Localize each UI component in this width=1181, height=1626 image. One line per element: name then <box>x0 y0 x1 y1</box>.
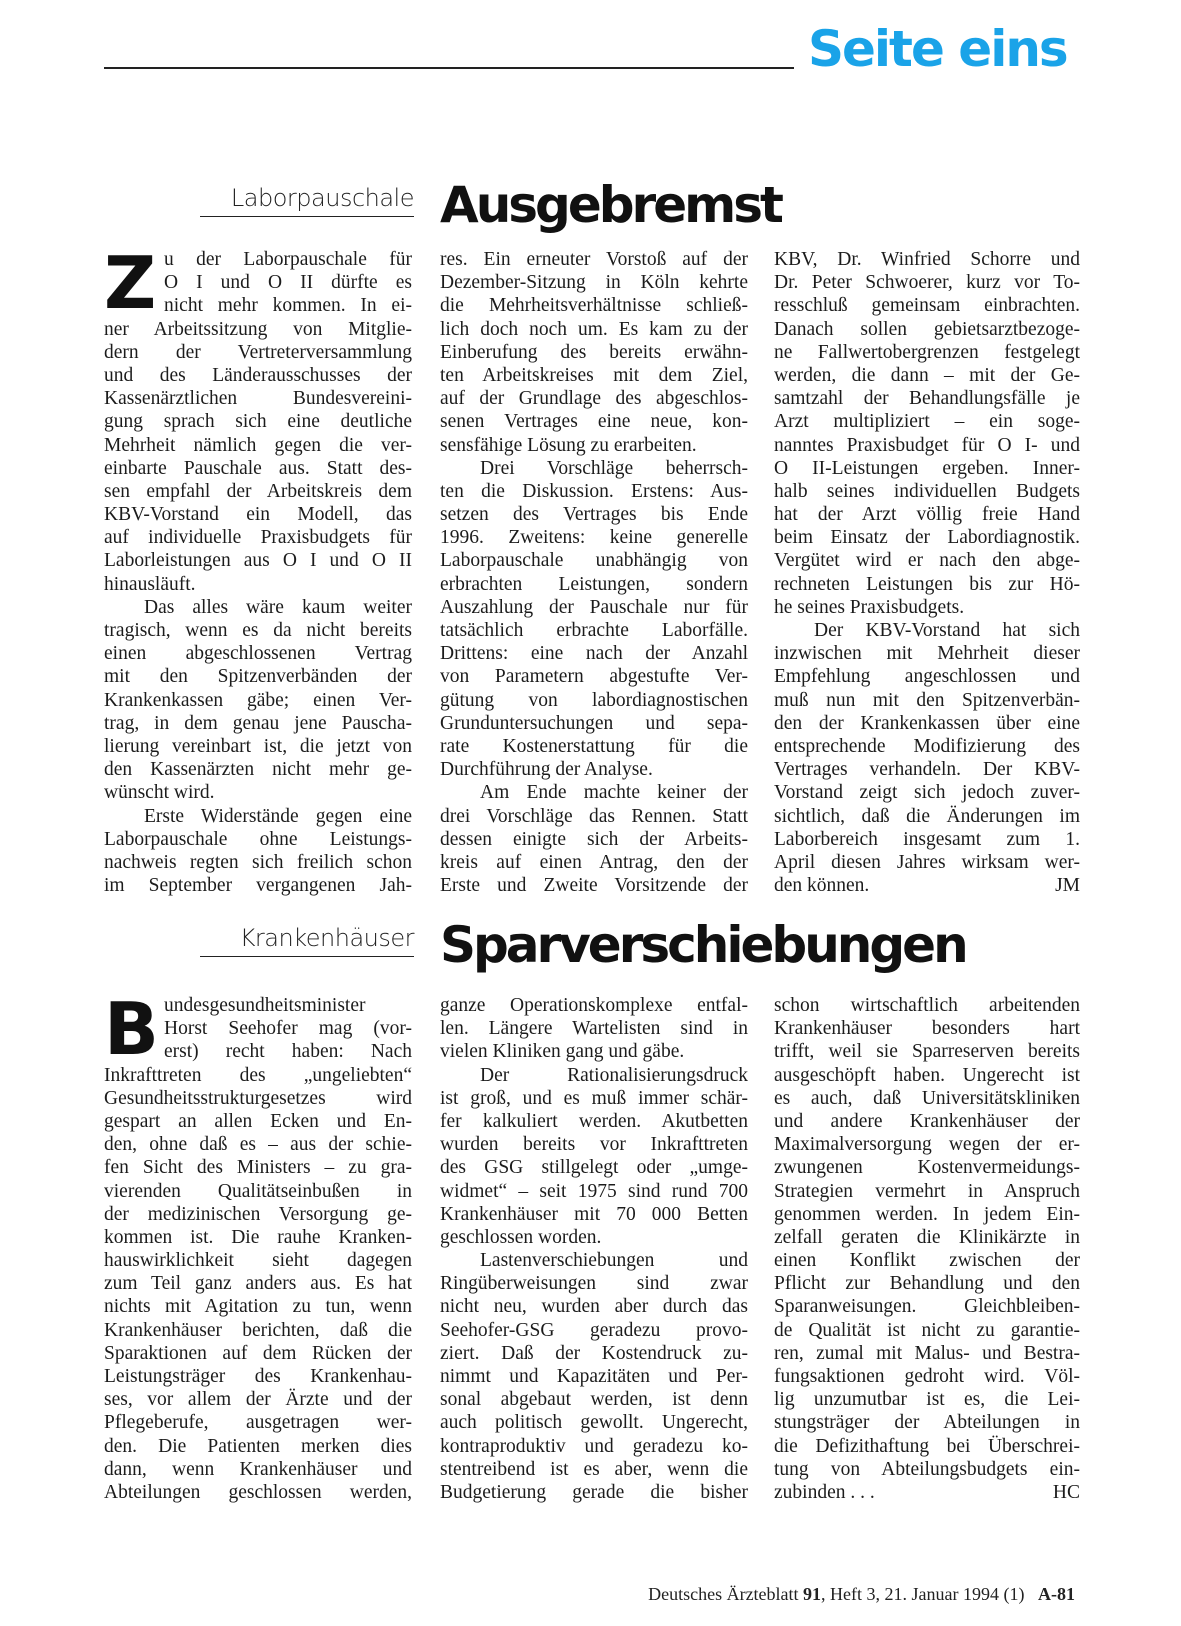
text-line: nichts mit Agitation zu tun, wenn <box>104 1296 412 1318</box>
text-line: setzen des Vertrages bis Ende <box>440 504 748 526</box>
text-line: den, ohne daß es – aus der schie- <box>104 1134 412 1156</box>
text-line: es auch, daß Universitätskliniken <box>774 1087 1080 1109</box>
text-line: der medizinischen Versorgung ge- <box>104 1203 412 1225</box>
text-line: hinausläuft. <box>104 573 196 595</box>
text-line: nicht neu, wurden aber durch das <box>440 1296 748 1318</box>
text-line: Budgetierung gerade die bisher <box>440 1481 748 1503</box>
text-line: mit den Spitzenverbänden der <box>104 666 412 688</box>
article2-column-3 <box>774 994 1080 1504</box>
text-line: Durchführung der Analyse. <box>440 759 653 781</box>
text-line: Maximalversorgung wegen der er- <box>774 1134 1080 1156</box>
text-line: samtzahl der Behandlungsfälle je <box>774 388 1080 410</box>
text-line: Mehrheit nämlich gegen die ver- <box>104 434 412 456</box>
text-line: tung von Abteilungsbudgets ein- <box>774 1458 1080 1480</box>
text-line: he seines Praxisbudgets. <box>774 596 965 618</box>
text-line: kontraproduktiv und geradezu ko- <box>440 1435 748 1457</box>
text-line: zum Teil ganz anders aus. Es hat <box>104 1273 412 1295</box>
article2-column-2 <box>440 994 748 1504</box>
text-line: trag, in dem genau jene Pauscha- <box>104 712 412 734</box>
text-line: sensfähige Lösung zu erarbeiten. <box>440 434 697 456</box>
text-line: hauswirklichkeit sieht dagegen <box>104 1250 412 1272</box>
text-line: ist groß, und es muß immer schär- <box>440 1087 748 1109</box>
text-line: Leistungsträger des Krankenhau- <box>104 1366 412 1387</box>
text-line: von Parametern abgestufte Ver- <box>440 666 748 688</box>
text-line: Strategien vermehrt in Anspruch <box>774 1180 1080 1202</box>
article1-column-3 <box>774 248 1080 897</box>
text-line: de Qualität ist nicht zu garantie- <box>774 1319 1080 1341</box>
text-line: senen Vertrages eine neue, kon- <box>440 411 748 433</box>
article2-closing-line <box>774 1481 1080 1504</box>
text-line: geschlossen worden. <box>440 1226 602 1248</box>
article2-headline: Sparverschiebungen <box>440 916 966 974</box>
text-line: rate Kostenerstattung für die <box>440 735 748 757</box>
text-line: Vorstand zeigt sich jedoch zuver- <box>774 782 1080 804</box>
text-line: den. Die Patienten merken dies <box>104 1435 412 1457</box>
footer-page: A-81 <box>1038 1584 1075 1604</box>
text-line: Erste Widerstände gegen eine <box>144 805 412 827</box>
text-line: 1996. Zweitens: keine generelle <box>440 527 748 549</box>
text-line: gespart an allen Ecken und En- <box>104 1110 412 1132</box>
article1-column-3-text <box>774 248 1080 874</box>
article1-column-1-text <box>104 241 412 897</box>
text-line: fen Sicht des Ministers – zu gra- <box>104 1157 412 1179</box>
text-line: Einberufung des bereits erwähn- <box>440 341 748 363</box>
text-line: Laborleistungen aus O I und O II <box>104 550 412 572</box>
text-line: Horst Seehofer mag (vor- <box>164 1018 412 1040</box>
text-line: Am Ende machte keiner der <box>480 782 748 804</box>
text-line: KBV, Dr. Winfried Schorre und <box>774 249 1080 270</box>
text-line: vierenden Qualitätseinbußen in <box>104 1180 412 1202</box>
text-line: tragisch, wenn es da nicht bereits <box>104 620 412 641</box>
text-line: Arzt multipliziert – ein soge- <box>774 411 1080 433</box>
article1-column-1 <box>104 241 412 897</box>
text-line: wünscht wird. <box>104 782 215 804</box>
text-line: Auszahlung der Pauschale nur für <box>440 596 748 618</box>
article1-column-2-text <box>440 248 748 897</box>
text-line: sen empfahl der Arbeitskreis dem <box>104 480 412 502</box>
text-line: undesgesundheitsminister <box>164 995 366 1016</box>
text-line: ganze Operationskomplexe entfal- <box>440 995 748 1016</box>
article1-last-line: den können. <box>774 875 870 897</box>
text-line: April diesen Jahres wirksam wer- <box>774 851 1080 873</box>
article2-dropcap: B <box>104 987 159 1071</box>
section-title: Seite eins <box>808 20 1067 78</box>
text-line: lig unzumutbar ist es, die Lei- <box>774 1389 1080 1411</box>
text-line: die Mehrheitsverhältnisse schließ- <box>440 295 748 317</box>
text-line: kommen ist. Die rauhe Kranken- <box>104 1226 412 1248</box>
text-line: ten die Diskussion. Erstens: Aus- <box>440 480 748 502</box>
text-line: drei Vorschläge das Rennen. Statt <box>440 805 748 827</box>
text-line: inzwischen mit Mehrheit dieser <box>774 643 1080 665</box>
text-line: Abteilungen geschlossen werden, <box>104 1481 412 1503</box>
text-line: dern der Vertreterversammlung <box>104 341 412 363</box>
text-line: resschluß gemeinsam einbrachten. <box>774 295 1080 317</box>
article2-column-2-text <box>440 994 748 1504</box>
header-rule <box>104 67 794 69</box>
text-line: dann, wenn Krankenhäuser und <box>104 1458 412 1480</box>
text-line: Empfehlung angeschlossen und <box>774 666 1080 688</box>
text-line: O I und O II dürfte es <box>164 272 412 294</box>
text-line: erst) recht haben: Nach <box>164 1041 412 1063</box>
article2-signature: HC <box>1052 1481 1080 1503</box>
text-line: Krankenhäuser mit 70 000 Betten <box>440 1203 748 1225</box>
text-line: Laborpauschale ohne Leistungs- <box>104 828 412 850</box>
text-line: len. Längere Wartelisten sind in <box>440 1018 748 1040</box>
text-line: einen abgeschlossenen Vertrag <box>104 643 412 665</box>
text-line: gung sprach sich eine deutliche <box>104 411 412 433</box>
text-line: beim Einsatz der Labordiagnostik. <box>774 527 1080 549</box>
article1-column-2 <box>440 248 748 897</box>
text-line: Der KBV-Vorstand hat sich <box>814 620 1080 641</box>
text-line: Vergütet wird er nach den abge- <box>774 550 1080 572</box>
text-line: Seehofer-GSG geradezu provo- <box>440 1319 748 1341</box>
text-line: Lastenverschiebungen und <box>480 1250 748 1272</box>
text-line: entsprechende Modifizierung des <box>774 735 1080 757</box>
footer-journal: Deutsches Ärzteblatt <box>648 1584 799 1604</box>
text-line: Grunduntersuchungen und sepa- <box>440 712 748 734</box>
text-line: widmet“ – seit 1975 sind rund 700 <box>440 1180 748 1202</box>
text-line: ren, zumal mit Malus- und Bestra- <box>774 1342 1080 1364</box>
text-line: schon wirtschaftlich arbeitenden <box>774 995 1080 1016</box>
text-line: Krankenkassen gäbe; einen Ver- <box>104 689 412 711</box>
text-line: Pflegeberufe, ausgetragen wer- <box>104 1412 412 1434</box>
text-line: im September vergangenen Jah- <box>104 875 412 897</box>
text-line: stentreibend ist es aber, wenn die <box>440 1458 748 1480</box>
text-line: Vertrages verhandeln. Der KBV- <box>774 759 1080 781</box>
text-line: genommen werden. In jedem Ein- <box>774 1203 1080 1225</box>
text-line: nanntes Praxisbudget für O I- und <box>774 434 1080 456</box>
text-line: Das alles wäre kaum weiter <box>144 596 412 618</box>
text-line: sonal abgebaut werden, ist denn <box>440 1389 748 1411</box>
text-line: tatsächlich erbrachte Laborfälle. <box>440 620 748 641</box>
text-line: und andere Krankenhäuser der <box>774 1110 1080 1132</box>
text-line: auch politisch gewollt. Ungerecht, <box>440 1412 748 1434</box>
text-line: ziert. Daß der Kostendruck zu- <box>440 1342 748 1364</box>
text-line: Dezember-Sitzung in Köln kehrte <box>440 272 748 294</box>
text-line: Inkrafttreten des „ungeliebten“ <box>104 1064 412 1086</box>
text-line: Kassenärztlichen Bundesvereini- <box>104 388 412 410</box>
text-line: ne Fallwertobergrenzen festgelegt <box>774 341 1080 363</box>
article1-closing-line <box>774 874 1080 897</box>
text-line: und des Länderausschusses der <box>104 364 412 386</box>
text-line: rechneten Leistungen bis zur Hö- <box>774 573 1080 595</box>
article2-last-line: zubinden . . . <box>774 1481 875 1503</box>
text-line: ses, vor allem der Ärzte und der <box>104 1389 412 1411</box>
text-line: Drittens: eine nach der Anzahl <box>440 643 748 665</box>
text-line: Sparanweisungen. Gleichbleiben- <box>774 1296 1080 1318</box>
text-line: Laborbereich insgesamt zum 1. <box>774 828 1080 850</box>
text-line: nicht mehr kommen. In ei- <box>164 295 412 317</box>
text-line: Erste und Zweite Vorsitzende der <box>440 875 748 897</box>
text-line: Gesundheitsstrukturgesetzes wird <box>104 1087 412 1109</box>
article1-headline: Ausgebremst <box>440 176 781 234</box>
text-line: Ringüberweisungen sind zwar <box>440 1273 748 1295</box>
text-line: stungsträger der Abteilungen in <box>774 1412 1080 1434</box>
text-line: die Defizithaftung bei Überschrei- <box>774 1435 1080 1457</box>
text-line: einen Konflikt zwischen der <box>774 1250 1080 1272</box>
text-line: Der Rationalisierungsdruck <box>480 1064 748 1086</box>
text-line: hat der Arzt völlig freie Hand <box>774 504 1080 526</box>
text-line: wurden bereits vor Inkrafttreten <box>440 1134 748 1156</box>
text-line: KBV-Vorstand ein Modell, das <box>104 504 412 526</box>
article1-dropcap: Z <box>104 241 157 325</box>
text-line: O II-Leistungen ergeben. Inner- <box>774 457 1080 479</box>
text-line: kreis auf einen Antrag, den der <box>440 851 748 873</box>
text-line: res. Ein erneuter Vorstoß auf der <box>440 249 748 270</box>
text-line: Krankenhäuser berichten, daß die <box>104 1319 412 1341</box>
text-line: Pflicht zur Behandlung und den <box>774 1273 1080 1295</box>
text-line: Laborpauschale unabhängig von <box>440 550 748 572</box>
text-line: gütung von labordiagnostischen <box>440 689 748 711</box>
text-line: Krankenhäuser besonders hart <box>774 1018 1080 1040</box>
text-line: trifft, weil sie Sparreserven bereits <box>774 1041 1080 1063</box>
text-line: den Kassenärzten nicht mehr ge- <box>104 759 412 781</box>
text-line: vielen Kliniken gang und gäbe. <box>440 1041 685 1063</box>
footer-issue: , Heft 3, 21. Januar 1994 (1) <box>821 1584 1025 1604</box>
text-line: Sparaktionen auf dem Rücken der <box>104 1342 412 1364</box>
text-line: zwungenen Kostenvermeidungs- <box>774 1157 1080 1179</box>
page-footer <box>580 1584 1075 1605</box>
text-line: nachweis regten sich freilich schon <box>104 851 412 873</box>
text-line: fungsaktionen gedroht wird. Völ- <box>774 1366 1080 1387</box>
article1-signature: JM <box>1055 875 1080 897</box>
text-line: Danach sollen gebietsarztbezoge- <box>774 318 1080 340</box>
article2-rubric: Krankenhäuser <box>200 924 414 957</box>
text-line: sichtlich, daß die Änderungen im <box>774 805 1080 827</box>
text-line: Drei Vorschläge beherrsch- <box>480 457 748 479</box>
text-line: des GSG stillgelegt oder „umge- <box>440 1157 748 1179</box>
text-line: ten Arbeitskreises mit dem Ziel, <box>440 364 748 386</box>
text-line: einbarte Pauschale aus. Statt des- <box>104 457 412 479</box>
article1-rubric: Laborpauschale <box>200 184 414 217</box>
article2-column-1 <box>104 987 412 1504</box>
text-line: dessen einigte sich der Arbeits- <box>440 828 748 850</box>
article2-column-3-text <box>774 994 1080 1481</box>
text-line: ner Arbeitssitzung von Mitglie- <box>104 318 412 340</box>
text-line: nimmt und Kapazitäten und Per- <box>440 1366 748 1387</box>
text-line: erbrachten Leistungen, sondern <box>440 573 748 595</box>
text-line: lich doch noch um. Es kam zu der <box>440 318 748 340</box>
text-line: Dr. Peter Schwoerer, kurz vor To- <box>774 272 1080 294</box>
text-line: den der Krankenkassen über eine <box>774 712 1080 734</box>
footer-volume: 91 <box>803 1584 822 1604</box>
text-line: ausgeschöpft haben. Ungerecht ist <box>774 1064 1080 1086</box>
text-line: zelfall geraten die Klinikärzte in <box>774 1226 1080 1248</box>
text-line: lierung vereinbart ist, die jetzt von <box>104 735 412 757</box>
text-line: auf individuelle Praxisbudgets für <box>104 527 412 549</box>
text-line: u der Laborpauschale für <box>164 249 412 270</box>
text-line: halb seines individuellen Budgets <box>774 480 1080 502</box>
text-line: muß nun mit den Spitzenverbän- <box>774 689 1080 711</box>
text-line: auf der Grundlage des abgeschlos- <box>440 388 748 410</box>
text-line: werden, die dann – mit der Ge- <box>774 364 1080 386</box>
text-line: fer kalkuliert werden. Akutbetten <box>440 1110 748 1132</box>
